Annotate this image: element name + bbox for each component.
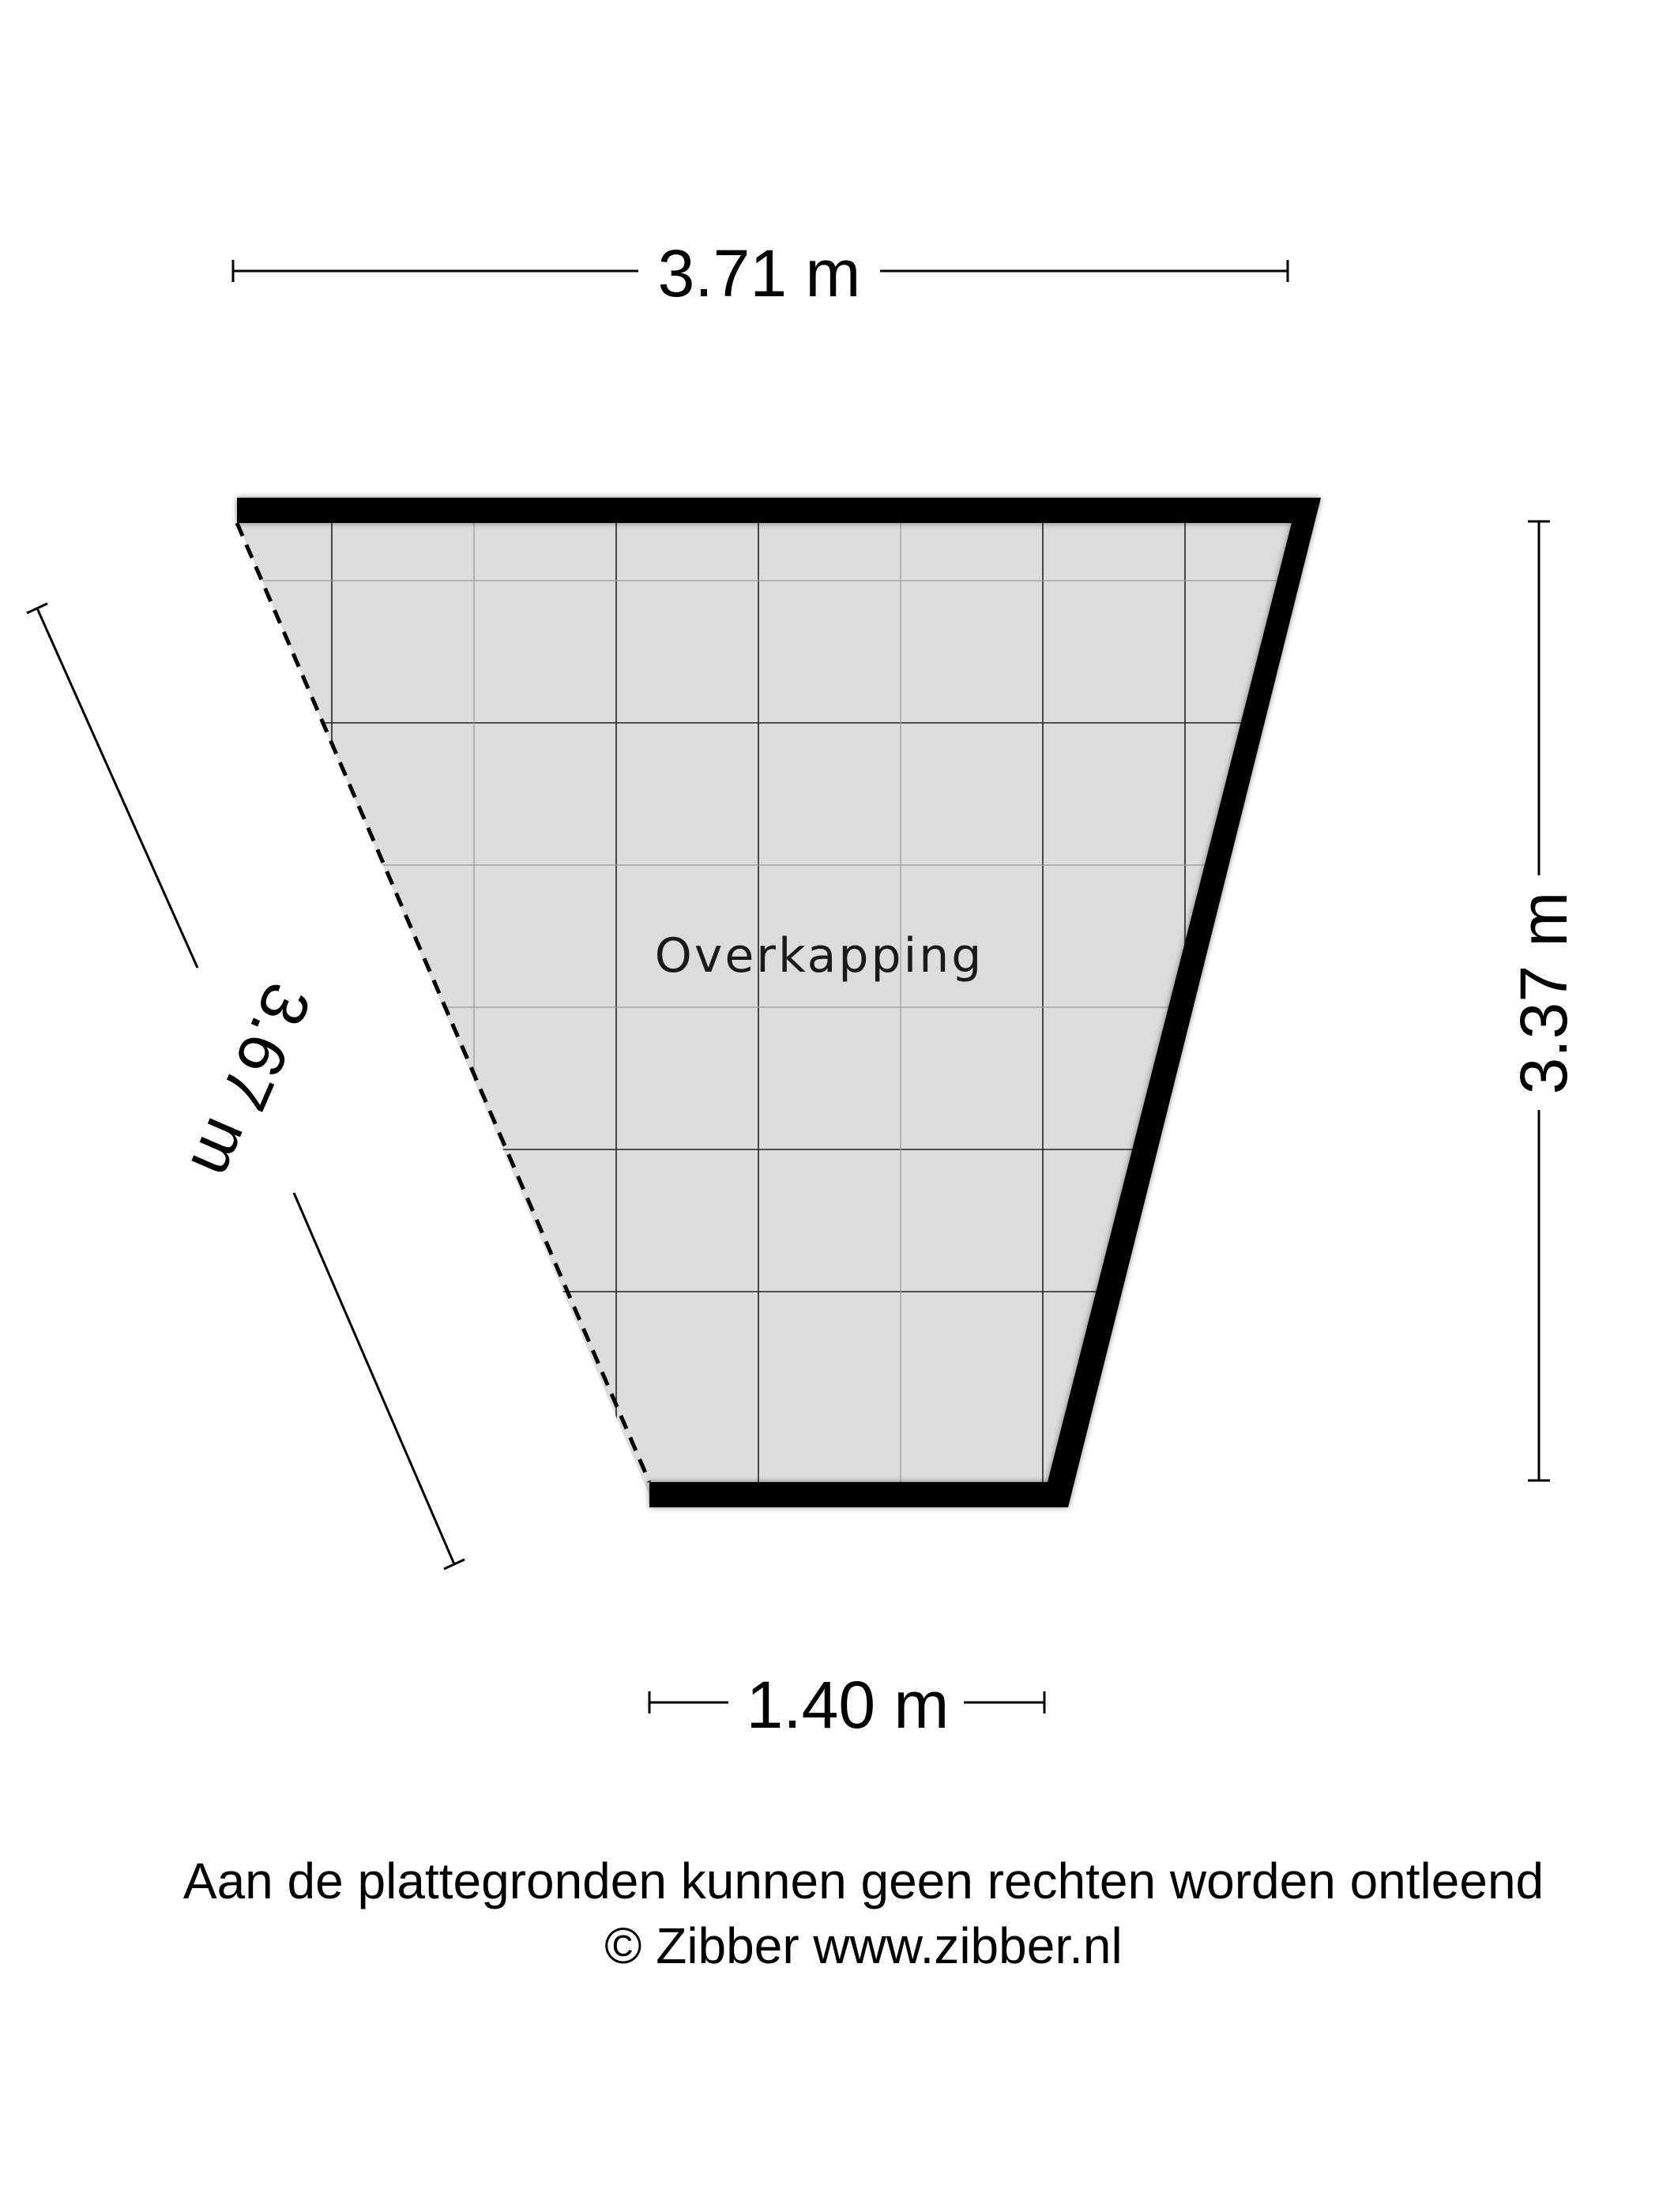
dimension-right-label: 3.37 m (1507, 891, 1581, 1095)
room-label: Overkapping (654, 928, 984, 984)
dimension-top-label: 3.71 m (657, 236, 861, 310)
dimension-bottom-label: 1.40 m (746, 1668, 950, 1742)
dimension-left-label: 3.67 m (176, 972, 326, 1189)
footer-disclaimer: Aan de plattegronden kunnen geen rechten worden ontleend (182, 1853, 1544, 1909)
floor-area (237, 521, 1307, 1495)
footer-copyright: © Zibber www.zibber.nl (604, 1917, 1123, 1974)
